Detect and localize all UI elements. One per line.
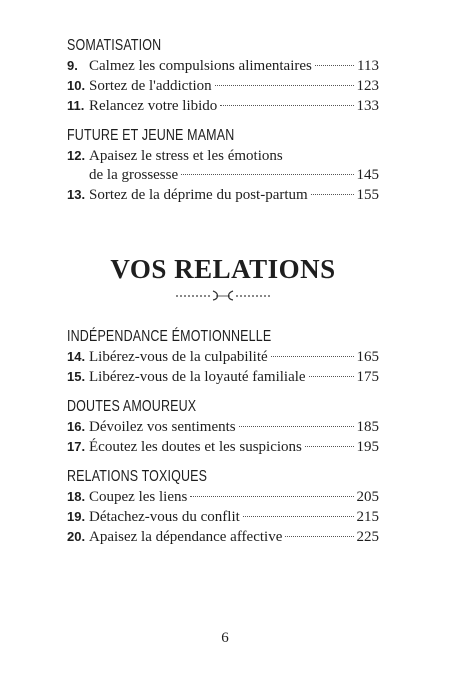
dot-leader <box>311 194 354 195</box>
entry-number: 18. <box>67 489 86 504</box>
toc-entry[interactable] <box>67 56 379 76</box>
entry-number: 20. <box>67 529 86 544</box>
entry-page: 123 <box>356 78 379 94</box>
entry-page: 145 <box>356 167 379 183</box>
dot-leader <box>181 174 353 175</box>
entry-number: 15. <box>67 369 86 384</box>
entry-page: 133 <box>356 98 379 114</box>
dot-leader <box>271 356 354 357</box>
toc-entry[interactable] <box>67 437 379 457</box>
section-title: DOUTES AMOUREUX <box>67 398 197 415</box>
entry-title: Sortez de l'addiction <box>89 78 212 94</box>
entry-number: 19. <box>67 509 86 524</box>
entry-page: 175 <box>356 369 379 385</box>
dot-leader <box>315 65 354 66</box>
entry-page: 113 <box>357 58 379 74</box>
toc-entry[interactable] <box>67 96 379 116</box>
toc-entry-continuation[interactable] <box>67 166 379 185</box>
entry-title: Relancez votre libido <box>89 98 218 114</box>
entry-page: 205 <box>356 489 379 505</box>
toc-section-toxiques <box>67 467 379 547</box>
entry-title: Libérez-vous de la culpabilité <box>89 349 268 365</box>
entry-page: 165 <box>356 349 379 365</box>
entry-page: 155 <box>356 187 379 203</box>
toc-entry[interactable] <box>67 146 379 166</box>
toc-entry[interactable] <box>67 487 379 507</box>
toc-entry[interactable] <box>67 185 379 205</box>
section-title: INDÉPENDANCE ÉMOTIONNELLE <box>67 328 272 345</box>
toc-section-somatisation <box>67 36 379 116</box>
section-title: SOMATISATION <box>67 37 162 54</box>
dot-leader <box>243 516 354 517</box>
dot-leader <box>215 85 354 86</box>
ornament-divider-icon <box>67 287 379 309</box>
part-title: VOS RELATIONS <box>110 254 336 284</box>
dot-leader <box>220 105 353 106</box>
entry-page: 185 <box>356 419 379 435</box>
entry-title: Calmez les compulsions alimentaires <box>89 58 312 74</box>
entry-number: 12. <box>67 148 86 163</box>
entry-title: Libérez-vous de la loyauté familiale <box>89 369 306 385</box>
entry-number: 13. <box>67 187 86 202</box>
toc-section-doutes <box>67 397 379 457</box>
entry-number: 17. <box>67 439 86 454</box>
entry-number: 11. <box>67 98 85 113</box>
entry-page: 195 <box>356 439 379 455</box>
dot-leader <box>305 446 354 447</box>
entry-number: 9. <box>67 58 78 73</box>
entry-page: 215 <box>356 509 379 525</box>
entry-number: 14. <box>67 349 86 364</box>
entry-title: Détachez-vous du conflit <box>89 509 240 525</box>
toc-entry[interactable] <box>67 367 379 387</box>
page-number: 6 <box>221 630 229 646</box>
entry-number: 16. <box>67 419 86 434</box>
toc-entry[interactable] <box>67 76 379 96</box>
entry-title: Apaisez la dépendance affective <box>89 529 283 545</box>
dot-leader <box>239 426 354 427</box>
toc-section-independance <box>67 327 379 387</box>
toc-entry[interactable] <box>67 507 379 527</box>
entry-title: Apaisez le stress et les émotions <box>89 148 283 164</box>
entry-title: Dévoilez vos sentiments <box>89 419 236 435</box>
dot-leader <box>285 536 353 537</box>
toc-section-maman <box>67 126 379 205</box>
toc-entry[interactable] <box>67 417 379 437</box>
entry-number: 10. <box>67 78 86 93</box>
table-of-contents <box>67 36 379 557</box>
dot-leader <box>190 496 353 497</box>
entry-title-continued: de la grossesse <box>89 167 179 183</box>
section-title: RELATIONS TOXIQUES <box>67 468 208 485</box>
entry-title: Écoutez les doutes et les suspicions <box>89 439 302 455</box>
section-title: FUTURE ET JEUNE MAMAN <box>67 127 235 144</box>
toc-entry[interactable] <box>67 527 379 547</box>
entry-page: 225 <box>356 529 379 545</box>
toc-entry[interactable] <box>67 347 379 367</box>
dot-leader <box>309 376 354 377</box>
entry-title: Coupez les liens <box>89 489 188 505</box>
entry-title: Sortez de la déprime du post-partum <box>89 187 308 203</box>
